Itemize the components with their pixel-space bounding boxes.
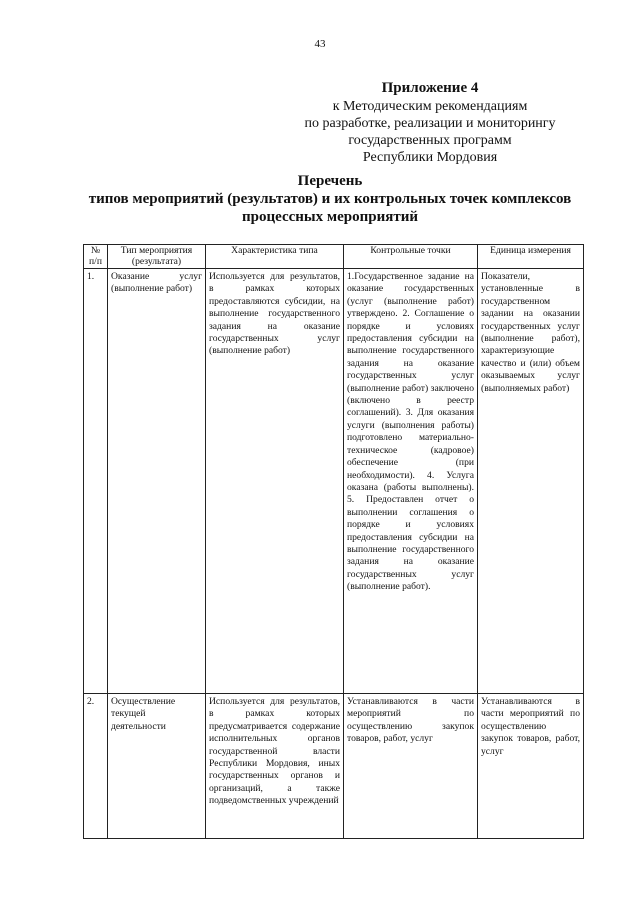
cell-checkpoints: 1.Государственное задание на оказание государственных (услуг (выполнение работ) утверждено. 2. Соглашение о порядке и условиях предоставления субсидии на выполнение государственного задания на оказание государственных услуг (выполнение работ) заключено (включено в реестр соглашений). 3. Для оказания услуги (выполнения работы) подготовлено материально-техническое (кадровое) обеспечение (при необходимости). 4. Услуга оказана (работы выполнены). 5. Предоставлен отчет о выполнении соглашения о порядке и условиях предоставления субсидии на выполнение государственного задания на оказание государственных услуг (выполнение работ). [344,269,478,694]
cell-unit: Устанавливаются в части мероприятий по осуществлению закупок товаров, работ, услуг [478,694,584,839]
header-num: № п/п [84,245,108,269]
heading-line: типов мероприятий (результатов) и их контрольных точек комплексов [88,191,572,207]
cell-type: Оказание услуг (выполнение работ) [108,269,206,694]
cell-characteristic: Используется для результатов, в рамках которых предоставляются субсидии, на выполнение государственного задания на оказание государственных услуг (выполнение работ) [206,269,344,694]
header-type: Тип мероприятия (результата) [108,245,206,269]
appendix-line: государственных программ [348,133,512,148]
cell-num: 2. [84,694,108,839]
heading-line: Перечень [297,173,363,189]
header-unit: Единица измерения [478,245,584,269]
appendix-block [280,80,580,166]
appendix-line: по разработке, реализации и мониторингу [304,116,556,131]
heading-line: процессных мероприятий [241,209,418,225]
cell-type: Осуществление текущей деятельности [108,694,206,839]
appendix-line: к Методическим рекомендациям [332,99,528,114]
page-number: 43 [314,38,326,50]
cell-num: 1. [84,269,108,694]
document-heading [60,172,600,226]
table-row [84,269,584,694]
appendix-line: Республики Мордовия [362,150,498,165]
cell-checkpoints: Устанавливаются в части мероприятий по осуществлению закупок товаров, работ, услуг [344,694,478,839]
table-header-row [84,245,584,269]
appendix-title: Приложение 4 [381,80,479,96]
header-checkpoints: Контрольные точки [344,245,478,269]
table-row [84,694,584,839]
cell-unit: Показатели, установленные в государственном задании на оказании государственных услуг (выполнение работ), характеризующие качество и (или) объем оказываемых услуг (выполняемых работ) [478,269,584,694]
measures-table [83,244,584,839]
cell-characteristic: Используется для результатов, в рамках которых предусматривается содержание исполнительных органов государственной власти Республики Мордовия, иных государственных органов и организаций, а также подведомственных учреждений [206,694,344,839]
header-characteristic: Характеристика типа [206,245,344,269]
